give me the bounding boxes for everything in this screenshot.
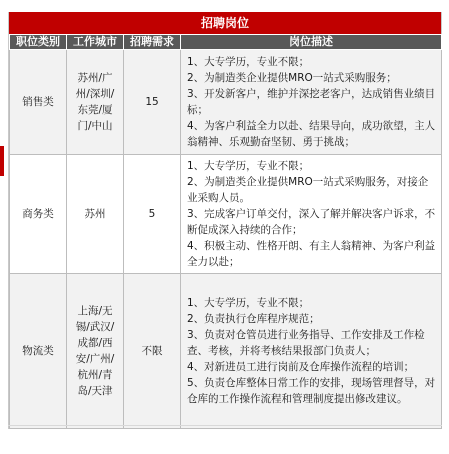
work-city: 苏州/广州/深圳/东莞/厦门/中山 xyxy=(67,50,124,155)
description-line: 1、大专学历，专业不限； xyxy=(187,56,310,68)
table-row xyxy=(10,155,442,274)
header-category: 职位类别 xyxy=(10,35,67,50)
red-accent-mark xyxy=(0,146,4,176)
header-description: 岗位描述 xyxy=(181,35,442,50)
description-line: 2、负责执行仓库程序规范； xyxy=(187,313,320,325)
table-row xyxy=(10,50,442,155)
job-description xyxy=(181,155,442,274)
header-row xyxy=(10,35,442,50)
hiring-count: 5 xyxy=(124,155,181,274)
job-category: 物流类 xyxy=(10,274,67,429)
work-city: 苏州 xyxy=(67,155,124,274)
description-line: 5、负责仓库整体日常工作的安排，现场管理督导，对仓库的工作操作流程和管理制度提出修改建议。 xyxy=(187,377,436,405)
description-line: 4、为客户利益全力以赴、结果导向，成功欲望，主人翁精神、乐观勤奋坚韧、勇于挑战； xyxy=(187,120,436,148)
description-line: 4、积极主动、性格开朗、有主人翁精神、为客户利益全力以赴； xyxy=(187,240,436,268)
header-city: 工作城市 xyxy=(67,35,124,50)
hiring-count: 不限 xyxy=(124,274,181,429)
job-category: 销售类 xyxy=(10,50,67,155)
hiring-count: 15 xyxy=(124,50,181,155)
table-title: 招聘岗位 xyxy=(9,12,441,34)
recruitment-table xyxy=(9,34,442,429)
description-line: 1、大专学历，专业不限； xyxy=(187,160,310,172)
job-description xyxy=(181,50,442,155)
table-row xyxy=(10,274,442,429)
bottom-divider xyxy=(8,425,442,426)
header-count: 招聘需求 xyxy=(124,35,181,50)
description-line: 3、完成客户订单交付，深入了解并解决客户诉求，不断促成深入持续的合作； xyxy=(187,208,436,236)
description-line: 1、大专学历，专业不限； xyxy=(187,297,310,309)
description-line: 2、为制造类企业提供MRO一站式采购服务； xyxy=(187,72,397,84)
description-line: 3、开发新客户，维护并深挖老客户，达成销售业绩目标； xyxy=(187,88,436,116)
job-description xyxy=(181,274,442,429)
job-category: 商务类 xyxy=(10,155,67,274)
recruitment-table-frame xyxy=(8,12,442,429)
description-line: 2、为制造类企业提供MRO一站式采购服务，对接企业采购人员。 xyxy=(187,176,429,204)
description-line: 4、对新进员工进行岗前及仓库操作流程的培训； xyxy=(187,361,415,373)
work-city: 上海/无锡/武汉/成都/西安/广州/杭州/青岛/天津 xyxy=(67,274,124,429)
description-line: 3、负责对仓管员进行业务指导、工作安排及工作检查、考核，并将考核结果报部门负责人； xyxy=(187,329,425,357)
